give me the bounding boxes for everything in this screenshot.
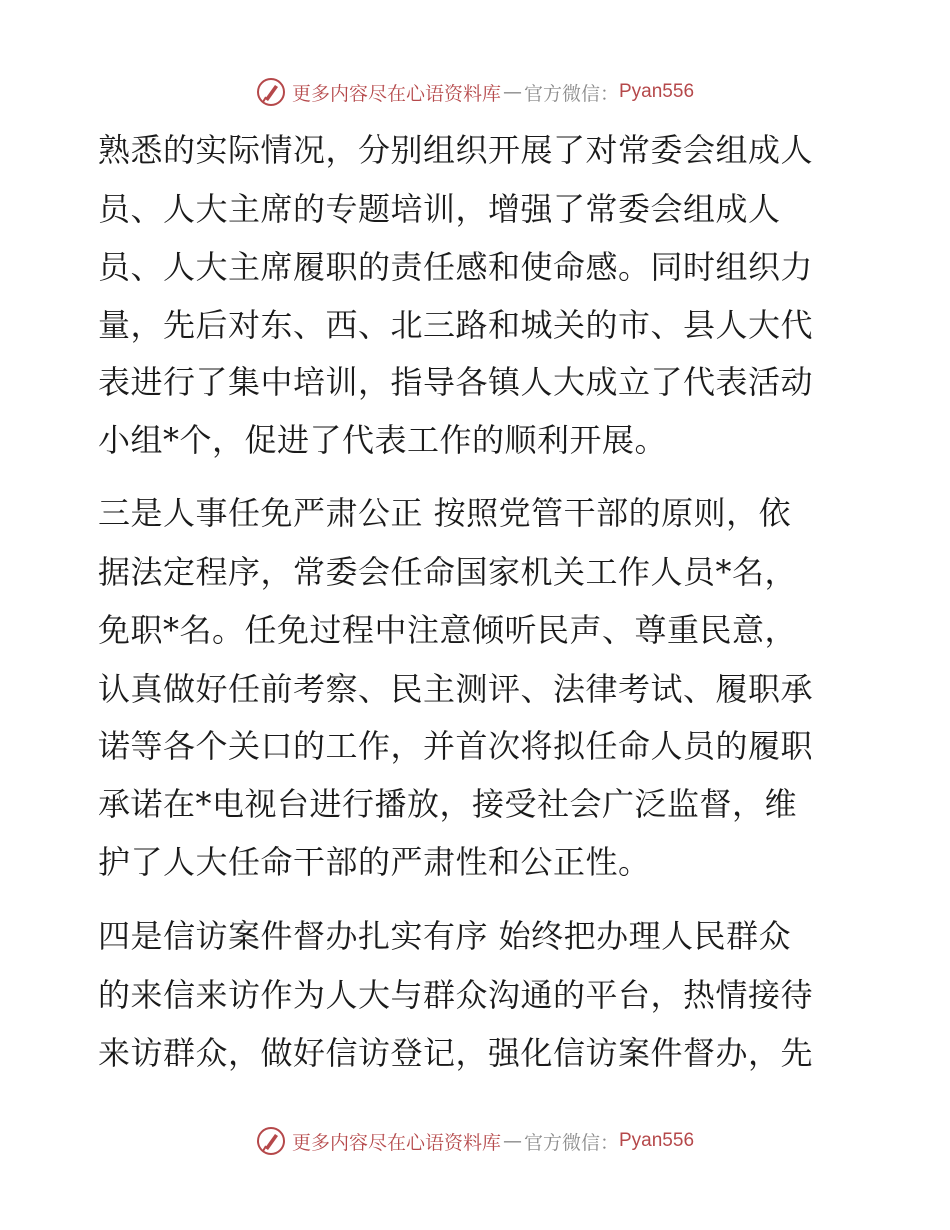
paragraph-3-line-3: 来访群众，做好信访登记，强化信访案件督办，先: [98, 1034, 814, 1072]
header-wechat-id: Pyan556: [619, 81, 695, 102]
quill-pen-logo-icon: [256, 77, 286, 107]
paragraph-2-line-5: 诺等各个关口的工作，并首次将拟任命人员的履职: [98, 727, 814, 765]
paragraph-1-line-1: 熟悉的实际情况，分别组织开展了对常委会组成人: [98, 131, 814, 169]
paragraph-1-line-2: 员、人大主席的专题培训，增强了常委会组成人: [98, 190, 781, 228]
footer-separator: —: [502, 1130, 522, 1152]
header-wechat-label: 官方微信：: [523, 82, 619, 105]
paragraph-2-line-1: 三是人事任免严肃公正 按照党管干部的原则，依: [98, 494, 792, 532]
paragraph-1-line-5: 表进行了集中培训，指导各镇人大成立了代表活动: [98, 363, 814, 401]
paragraph-1-line-6: 小组*个，促进了代表工作的顺利开展。: [98, 421, 668, 459]
quill-pen-logo-icon: [256, 1126, 286, 1156]
header-brand-text: 更多内容尽在心语资料库: [291, 82, 501, 105]
paragraph-2-line-3: 免职*名。任免过程中注意倾听民声、尊重民意，: [98, 611, 798, 649]
paragraph-2-line-2: 据法定程序，常委会任命国家机关工作人员*名，: [98, 553, 798, 591]
footer-wechat-label: 官方微信：: [523, 1131, 619, 1154]
paragraph-1-line-4: 量，先后对东、西、北三路和城关的市、县人大代: [98, 306, 814, 344]
paragraph-2-line-7: 护了人大任命干部的严肃性和公正性。: [98, 843, 651, 881]
paragraph-2-line-4: 认真做好任前考察、民主测评、法律考试、履职承: [98, 670, 814, 708]
paragraph-1-line-3: 员、人大主席履职的责任感和使命感。同时组织力: [98, 248, 814, 286]
header-banner: [0, 72, 950, 112]
paragraph-3-line-1: 四是信访案件督办扎实有序 始终把办理人民群众: [98, 917, 792, 955]
paragraph-2-line-6: 承诺在*电视台进行播放，接受社会广泛监督，维: [98, 785, 798, 823]
footer-banner: [0, 1121, 950, 1161]
header-separator: —: [502, 81, 522, 103]
footer-wechat-id: Pyan556: [619, 1130, 695, 1151]
footer-brand-text: 更多内容尽在心语资料库: [291, 1131, 501, 1154]
paragraph-3-line-2: 的来信来访作为人大与群众沟通的平台，热情接待: [98, 976, 814, 1014]
